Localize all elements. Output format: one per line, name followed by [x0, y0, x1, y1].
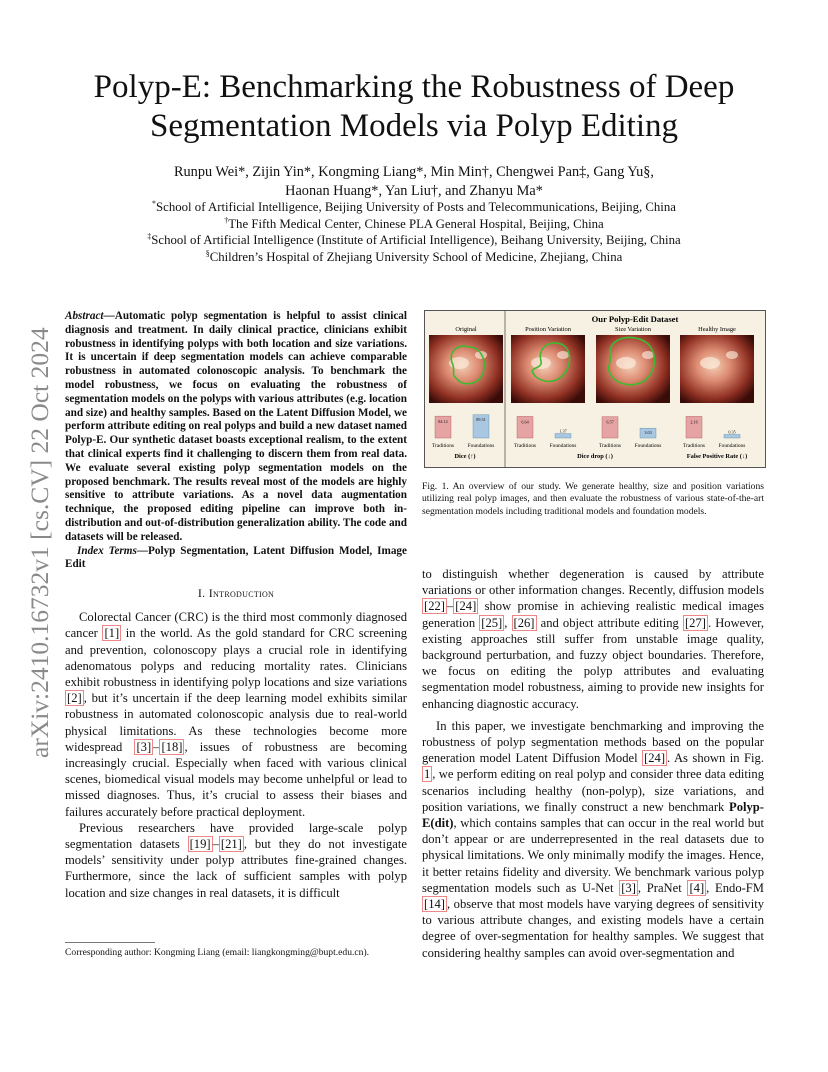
citation-link[interactable]: [4]: [689, 880, 705, 895]
x-label-traditions: Traditions: [599, 443, 621, 449]
metric-label-dice: Dice (↑): [454, 453, 476, 460]
abstract: [65, 310, 407, 545]
figure-reference-link[interactable]: 1: [424, 767, 431, 782]
specular-highlight: [726, 351, 738, 359]
right-column: [422, 566, 764, 961]
figure-1: [424, 310, 766, 468]
author-list: [60, 163, 768, 201]
affiliation-4: §Children’s Hospital of Zhejiang University School of Medicine, Zhejiang, China: [205, 248, 623, 264]
citation-link[interactable]: [21]: [220, 836, 242, 851]
figure-1-graphic: [425, 311, 765, 467]
citation-link[interactable]: [22]: [424, 599, 445, 614]
index-terms: [65, 545, 407, 573]
bar-value-label: 6.57: [606, 419, 614, 425]
bar-value-label: 1.37: [559, 428, 567, 434]
affiliation-1: *School of Artificial Intelligence, Beijing University of Posts and Telecommunications, Beijing, China: [152, 199, 676, 214]
right-paragraph-1: to distinguish whether degeneration is caused by attribute variations or other information changes. Recently, diffusion models [22] – [24] show promise in achieving realistic medical images generation [25] , [26] and object attribute editing [27] . However, existing approaches still suffer from unstable image quality, background perturbation, and fuzzy object boundaries. Therefore, we focus on editing the polyp attributes and evaluating segmentation model robustness, aiming to provide new insights for enhancing diagnostic accuracy.: [422, 567, 764, 711]
image-background: [429, 335, 503, 403]
endoscopy-image: [596, 335, 670, 403]
intro-paragraph-1: Colorectal Cancer (CRC) is the third most commonly diagnosed cancer [1] in the world. As the gold standard for CRC screening and prevention, colonoscopy plays a crucial role in identifying adenomatous polyps and reducing mortality rates. Clinicians exhibit robustness in identifying polyp locations and size variations [2] , but it’s uncertain if the deep learning model exhibits similar robustness in automated colonoscopic analysis due to real-world physical limitations. As these technologies become more widespread [3] – [18] , issues of robustness are becoming increasingly crucial. Especially when faced with various clinical scenes, biomedical visual models may become unhelpful or lead to missed diagnoses. Thus, it’s crucial to assess their biases and failures accurately before practical deployment.: [65, 610, 408, 819]
x-label-traditions: Traditions: [432, 443, 454, 449]
x-label-foundations: Foundations: [634, 443, 662, 449]
section-number: I.: [197, 586, 206, 601]
section-heading-introduction: [65, 586, 407, 601]
paper-title: [40, 68, 788, 146]
column-label: Healthy Image: [698, 326, 736, 333]
bar-value-label: 0.35: [728, 429, 736, 435]
citation-link[interactable]: [25]: [481, 615, 503, 630]
authors-line-1: Runpu Wei*, Zijin Yin*, Kongming Liang*, Min Min†, Chengwei Pan‡, Gang Yu§,: [173, 164, 655, 180]
index-terms-text: —Polyp Segmentation, Latent Diffusion Model, Image Edit: [65, 544, 407, 571]
metric-label-fpr: False Positive Rate (↓): [686, 453, 748, 460]
bar-value-label: 6.64: [521, 419, 529, 425]
corresponding-author-footnote: Corresponding author: Kongming Liang (email: liangkongming@bupt.edu.cn).: [65, 947, 370, 958]
bar-value-label: 84.12: [438, 419, 448, 425]
figure-column-3: [596, 326, 670, 449]
dataset-title: Our Polyp-Edit Dataset: [591, 314, 679, 324]
bar-value-label: 2.16: [690, 419, 698, 425]
specular-highlight: [642, 351, 654, 359]
citation-link[interactable]: [3]: [136, 739, 152, 754]
citation-link[interactable]: [24]: [644, 751, 666, 766]
x-label-traditions: Traditions: [514, 443, 536, 449]
endoscopy-image: [680, 335, 754, 403]
figure-column-2: [511, 326, 585, 449]
citation-link[interactable]: [2]: [67, 691, 82, 706]
affiliation-list: [60, 199, 768, 265]
citation-link[interactable]: [19]: [189, 836, 211, 851]
x-label-traditions: Traditions: [683, 443, 705, 449]
endoscopy-image: [429, 335, 503, 403]
bar-value-label: 3.03: [644, 430, 652, 436]
citation-link[interactable]: [27]: [684, 615, 706, 630]
benchmark-name: Polyp-E(dit): [422, 799, 764, 831]
column-label: Original: [455, 326, 477, 333]
endoscopy-image: [511, 335, 585, 403]
left-column: [65, 310, 407, 901]
column-label: Size Variation: [615, 326, 651, 333]
arxiv-stamp-text: arXiv:2410.16732v1 [cs.CV] 22 Oct 2024: [25, 327, 54, 758]
citation-link[interactable]: [1]: [104, 626, 120, 641]
right-paragraph-2: In this paper, we investigate benchmarking and improving the robustness of polyp segmentation methods based on the popular generation model Latent Diffusion Model [24] . As shown in Fig. 1 , we perform editing on real polyp and consider three data editing scenarios including healthy (non-polyp), size variations, and position variations, we finally construct a new benchmark Polyp-E(dit), which contains samples that can occur in the real world but don’t appear or are underrepresented in the real datasets due to physical limitations. We only minimally modify the images. Hence, it better retains fidelity and diversity. We benchmark various polyp segmentation models such as U-Net [3] , PraNet [4] , Endo-FM [14] , observe that most models have varying degrees of sensitivity to various attribute changes, and existing models have a certain degree of over-segmentation for healthy samples. We suggest that considering healthy samples can avoid over-segmentation and: [422, 718, 765, 960]
figure-column-4: [680, 326, 754, 449]
column-label: Position Variation: [525, 326, 571, 333]
authors-line-2: Haonan Huang*, Yan Liu†, and Zhanyu Ma*: [285, 183, 543, 199]
citation-link[interactable]: [3]: [621, 880, 636, 895]
arxiv-stamp: [18, 290, 58, 760]
citation-link[interactable]: [14]: [424, 897, 445, 912]
citation-link[interactable]: [24]: [455, 599, 477, 614]
footnote-divider: [65, 942, 155, 943]
citation-link[interactable]: [26]: [513, 615, 535, 630]
x-label-foundations: Foundations: [467, 443, 495, 449]
specular-highlight: [616, 357, 636, 369]
bar-value-label: 89.31: [476, 416, 486, 422]
intro-paragraph-2: Previous researchers have provided large-scale polyp segmentation datasets [19] – [21] , but they do not investigate models’ sensitivity under polyp attributes fine-grained changes. Furthermore, since the lack of sufficient samples with polyp location and size changes in real datasets, it is difficult: [65, 820, 407, 900]
title-line-2: Segmentation Models via Polyp Editing: [150, 108, 678, 144]
x-label-foundations: Foundations: [718, 443, 746, 449]
bar-foundations: [555, 434, 571, 438]
affiliation-2: †The Fifth Medical Center, Chinese PLA General Hospital, Beijing, China: [224, 215, 604, 231]
affiliation-3: ‡School of Artificial Intelligence (Institute of Artificial Intelligence), Beihang University, Beijing, China: [147, 232, 681, 248]
figure-1-caption: Fig. 1. An overview of our study. We generate healthy, size and position variations utilizing real polyp images, and then evaluate the robustness of various state-of-the-art segmentation models including traditional models and foundation models.: [422, 481, 764, 517]
citation-link[interactable]: [18]: [161, 739, 183, 754]
section-title: Introduction: [208, 586, 275, 601]
figure-column-1: [429, 326, 503, 449]
bar-foundations: [724, 435, 740, 439]
specular-highlight: [557, 351, 569, 359]
abstract-label: Abstract: [65, 310, 104, 322]
metric-label-dice-drop: Dice drop (↓): [577, 453, 613, 460]
image-background: [596, 335, 670, 403]
specular-highlight: [700, 357, 720, 369]
index-terms-label: Index Terms: [77, 544, 137, 557]
abstract-text: —Automatic polyp segmentation is helpful to assist clinical diagnosis and treatment. In daily clinical practice, clinicians exhibit robustness in identifying polyps with both location and size variations. It is uncertain if deep segmentation models can achieve comparable robustness in automated colonoscopic analysis. To benchmark the model robustness, we focus on evaluating the robustness of segmentation models on the polyps with various attributes (e.g. location and size) and healthy samples. Based on the Latent Diffusion Model, we perform attribute editing on real polyps and build a new dataset named Polyp-E. Our synthetic dataset boasts exceptional realism, to the extent that clinical experts find it challenging to discern them from real data. We evaluate several existing polyp segmentation models on the proposed benchmark. The results reveal most of the models are highly sensitive to attribute variations. As a novel data augmentation technique, the proposed editing pipeline can improve both in-distribution and out-of-distribution generalization ability. The code and datasets will be released.: [65, 310, 407, 543]
x-label-foundations: Foundations: [549, 443, 577, 449]
title-line-1: Polyp-E: Benchmarking the Robustness of Deep: [93, 69, 735, 105]
image-background: [680, 335, 754, 403]
